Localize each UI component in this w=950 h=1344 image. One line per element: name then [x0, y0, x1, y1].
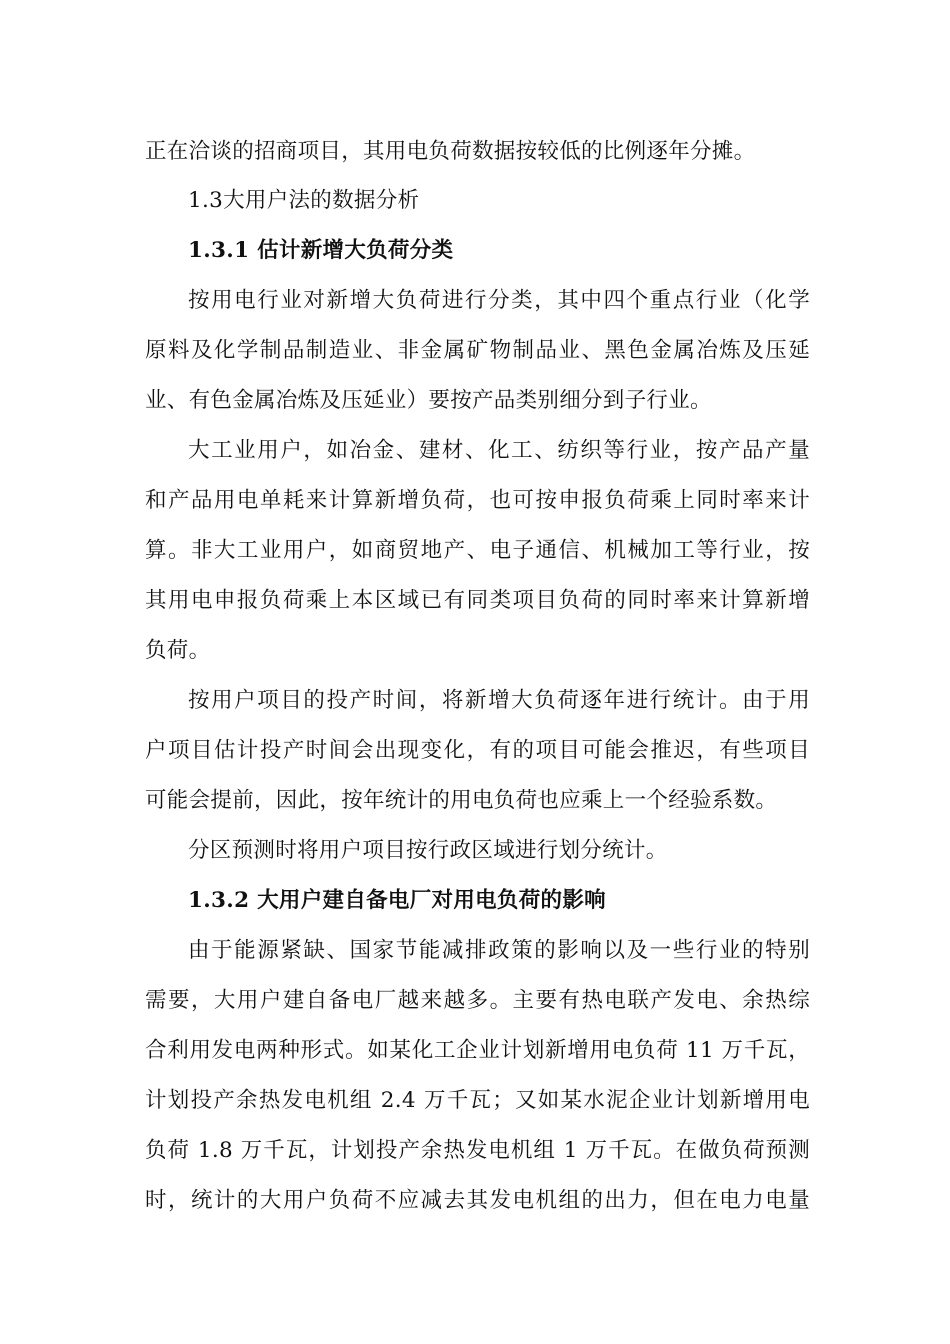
paragraph-line: 正在洽谈的招商项目，其用电负荷数据按较低的比例逐年分摊。	[145, 139, 756, 164]
subsection-heading: 1.3.1 估计新增大负荷分类	[188, 238, 454, 263]
paragraph-line: 时，统计的大用户负荷不应减去其发电机组的出力，但在电力电量	[145, 1188, 810, 1213]
paragraph-line: 其用电申报负荷乘上本区域已有同类项目负荷的同时率来计算新增	[145, 588, 810, 613]
paragraph-line: 由于能源紧缺、国家节能减排政策的影响以及一些行业的特别	[188, 938, 810, 963]
paragraph-line: 业、有色金属冶炼及压延业）要按产品类别细分到子行业。	[145, 388, 712, 413]
paragraph-line: 按用电行业对新增大负荷进行分类，其中四个重点行业（化学	[188, 288, 810, 313]
paragraph-line: 需要，大用户建自备电厂越来越多。主要有热电联产发电、余热综	[145, 988, 810, 1013]
paragraph-line: 合利用发电两种形式。如某化工企业计划新增用电负荷 11 万千瓦，	[145, 1038, 810, 1063]
paragraph-line: 大工业用户，如冶金、建材、化工、纺织等行业，按产品产量	[188, 438, 810, 463]
section-heading: 1.3大用户法的数据分析	[188, 188, 420, 213]
paragraph-line: 负荷 1.8 万千瓦，计划投产余热发电机组 1 万千瓦。在做负荷预测	[145, 1138, 810, 1163]
paragraph-line: 负荷。	[145, 638, 211, 663]
subsection-heading: 1.3.2 大用户建自备电厂对用电负荷的影响	[188, 888, 606, 913]
paragraph-line: 户项目估计投产时间会出现变化，有的项目可能会推迟，有些项目	[145, 738, 810, 763]
paragraph-line: 计划投产余热发电机组 2.4 万千瓦；又如某水泥企业计划新增用电	[145, 1088, 810, 1113]
paragraph-line: 原料及化学制品制造业、非金属矿物制品业、黑色金属冶炼及压延	[145, 338, 810, 363]
paragraph-line: 可能会提前，因此，按年统计的用电负荷也应乘上一个经验系数。	[145, 788, 778, 813]
paragraph-line: 按用户项目的投产时间，将新增大负荷逐年进行统计。由于用	[188, 688, 810, 713]
paragraph-line: 算。非大工业用户，如商贸地产、电子通信、机械加工等行业，按	[145, 538, 810, 563]
paragraph-line: 分区预测时将用户项目按行政区域进行划分统计。	[188, 838, 668, 863]
paragraph-line: 和产品用电单耗来计算新增负荷，也可按申报负荷乘上同时率来计	[145, 488, 810, 513]
